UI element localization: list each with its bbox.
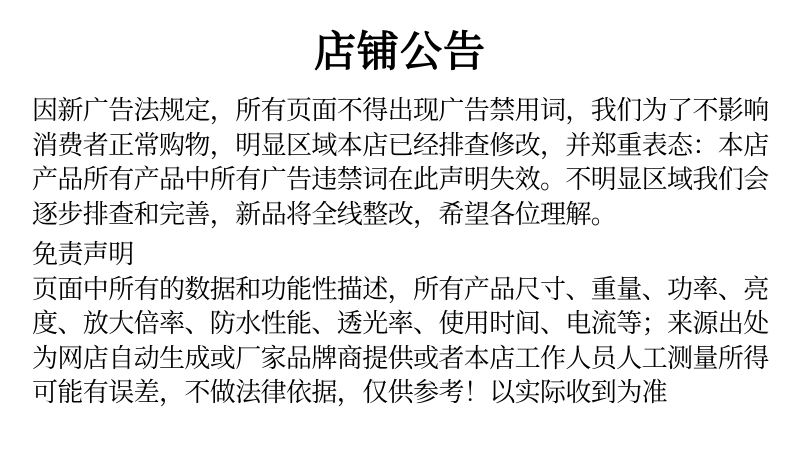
notice-line-2: 消费者正常购物，明显区域本店已经排查修改，并郑重表态：本店 xyxy=(32,129,769,160)
disclaimer-line-2: 度、放大倍率、防水性能、透光率、使用时间、电流等；来源出处 xyxy=(32,308,769,338)
disclaimer-line-1: 页面中所有的数据和功能性描述，所有产品尺寸、重量、功率、亮 xyxy=(32,273,769,304)
notice-paragraph xyxy=(32,93,768,231)
disclaimer-heading: 免责声明 xyxy=(32,239,134,269)
store-announcement-page xyxy=(0,26,800,472)
notice-line-1: 因新广告法规定，所有页面不得出现广告禁用词，我们为了不影响 xyxy=(32,95,769,125)
page-title: 店铺公告 xyxy=(313,28,486,75)
disclaimer-paragraph xyxy=(32,237,768,410)
disclaimer-line-3: 为网店自动生成或厂家品牌商提供或者本店工作人员人工测量所得 xyxy=(32,342,769,373)
notice-line-3: 产品所有产品中所有广告违禁词在此声明失效。不明显区域我们会 xyxy=(32,164,769,194)
notice-line-4: 逐步排查和完善，新品将全线整改，希望各位理解。 xyxy=(32,198,617,229)
disclaimer-line-4: 可能有误差，不做法律依据，仅供参考！以实际收到为准 xyxy=(32,377,668,407)
